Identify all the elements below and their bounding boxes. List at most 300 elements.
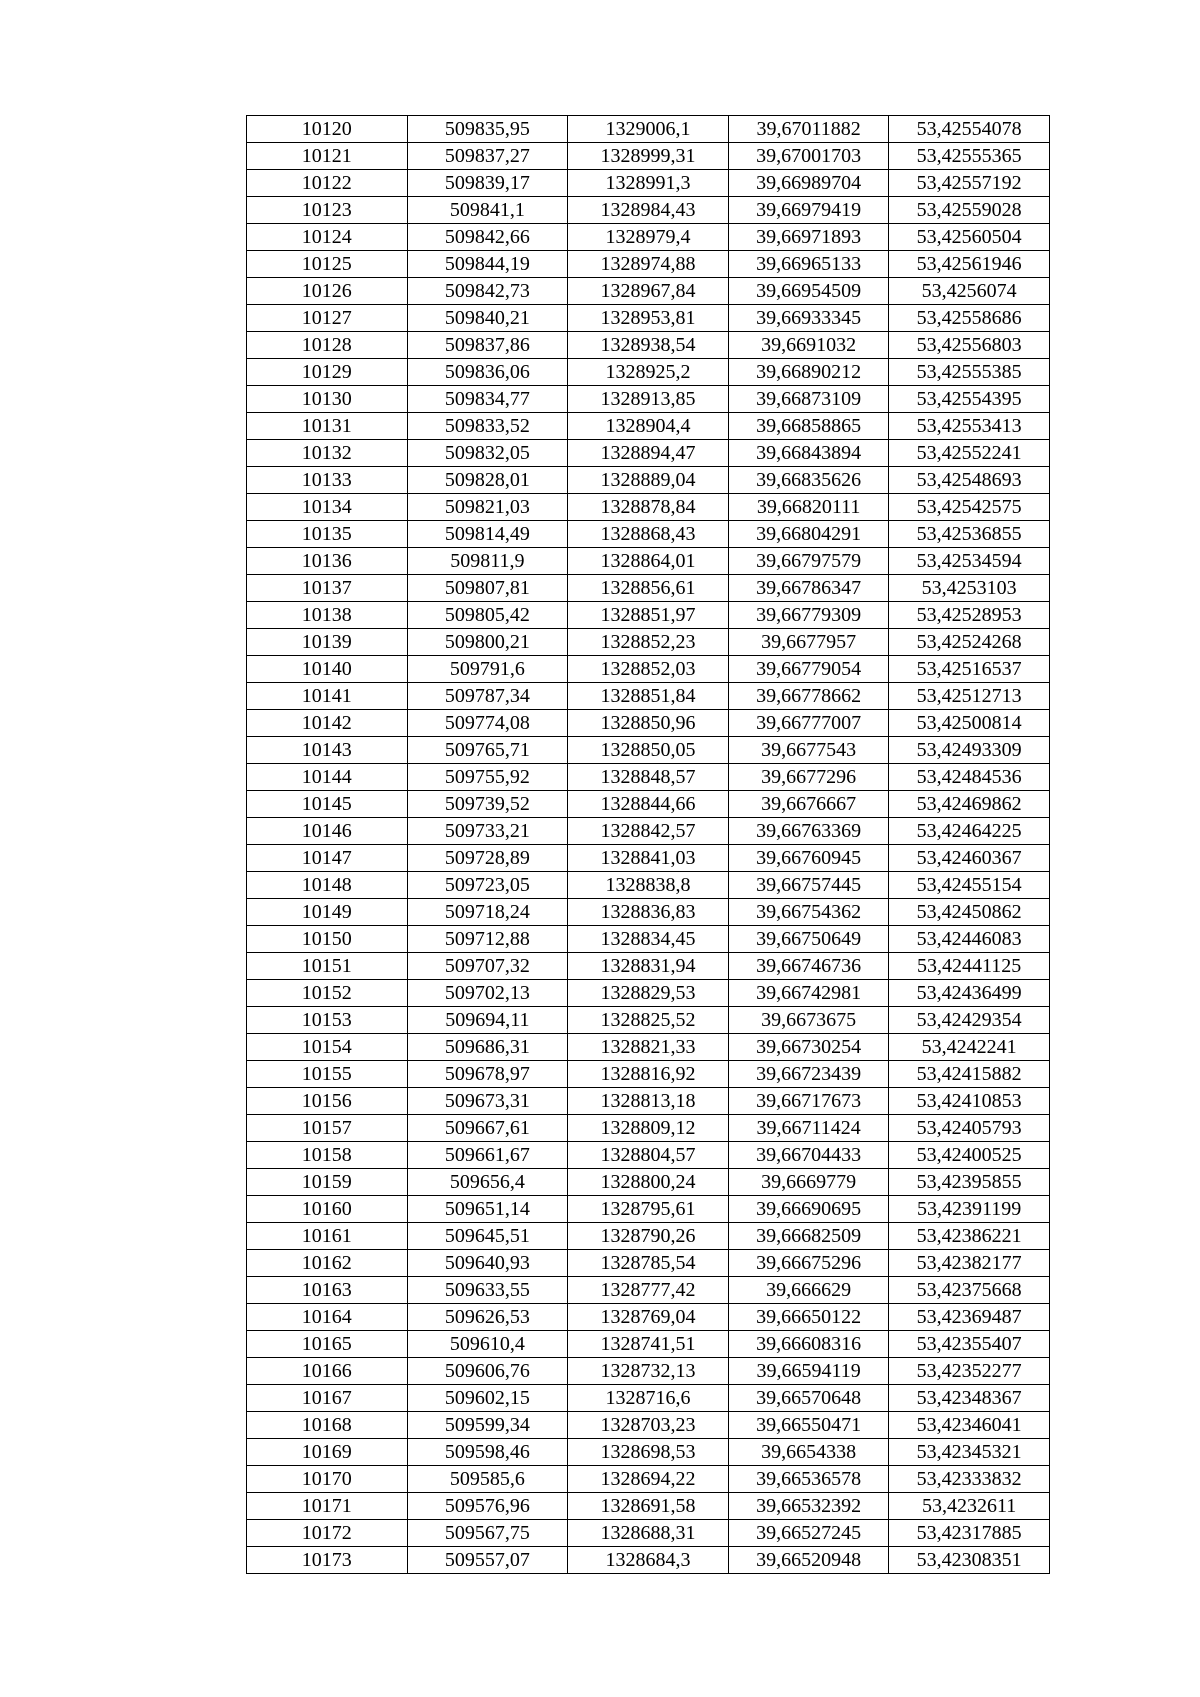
latitude-cell: 39,66786347: [728, 575, 889, 602]
longitude-cell: 53,42405793: [889, 1115, 1050, 1142]
y-coordinate-cell: 1328938,54: [568, 332, 729, 359]
longitude-cell: 53,42460367: [889, 845, 1050, 872]
y-coordinate-cell: 1328967,84: [568, 278, 729, 305]
x-coordinate-cell: 509599,34: [407, 1412, 568, 1439]
x-coordinate-cell: 509828,01: [407, 467, 568, 494]
table-row: [247, 1115, 1050, 1142]
table-row: [247, 494, 1050, 521]
table-row: [247, 1034, 1050, 1061]
longitude-cell: 53,42355407: [889, 1331, 1050, 1358]
y-coordinate-cell: 1328703,23: [568, 1412, 729, 1439]
point-number-cell: 10159: [247, 1169, 408, 1196]
longitude-cell: 53,42500814: [889, 710, 1050, 737]
x-coordinate-cell: 509787,34: [407, 683, 568, 710]
latitude-cell: 39,66594119: [728, 1358, 889, 1385]
table-row: [247, 143, 1050, 170]
y-coordinate-cell: 1328991,3: [568, 170, 729, 197]
y-coordinate-cell: 1328851,97: [568, 602, 729, 629]
x-coordinate-cell: 509686,31: [407, 1034, 568, 1061]
table-row: [247, 467, 1050, 494]
point-number-cell: 10154: [247, 1034, 408, 1061]
longitude-cell: 53,42553413: [889, 413, 1050, 440]
longitude-cell: 53,42469862: [889, 791, 1050, 818]
latitude-cell: 39,6691032: [728, 332, 889, 359]
y-coordinate-cell: 1328800,24: [568, 1169, 729, 1196]
y-coordinate-cell: 1328716,6: [568, 1385, 729, 1412]
table-row: [247, 440, 1050, 467]
x-coordinate-cell: 509841,1: [407, 197, 568, 224]
x-coordinate-cell: 509805,42: [407, 602, 568, 629]
latitude-cell: 39,66536578: [728, 1466, 889, 1493]
x-coordinate-cell: 509837,86: [407, 332, 568, 359]
latitude-cell: 39,66750649: [728, 926, 889, 953]
point-number-cell: 10136: [247, 548, 408, 575]
point-number-cell: 10163: [247, 1277, 408, 1304]
y-coordinate-cell: 1328688,31: [568, 1520, 729, 1547]
point-number-cell: 10157: [247, 1115, 408, 1142]
longitude-cell: 53,42516537: [889, 656, 1050, 683]
point-number-cell: 10125: [247, 251, 408, 278]
latitude-cell: 39,6673675: [728, 1007, 889, 1034]
longitude-cell: 53,42308351: [889, 1547, 1050, 1574]
point-number-cell: 10166: [247, 1358, 408, 1385]
table-row: [247, 818, 1050, 845]
x-coordinate-cell: 509651,14: [407, 1196, 568, 1223]
point-number-cell: 10161: [247, 1223, 408, 1250]
x-coordinate-cell: 509728,89: [407, 845, 568, 872]
point-number-cell: 10144: [247, 764, 408, 791]
x-coordinate-cell: 509626,53: [407, 1304, 568, 1331]
latitude-cell: 39,66971893: [728, 224, 889, 251]
point-number-cell: 10164: [247, 1304, 408, 1331]
point-number-cell: 10124: [247, 224, 408, 251]
longitude-cell: 53,42386221: [889, 1223, 1050, 1250]
latitude-cell: 39,66763369: [728, 818, 889, 845]
table-row: [247, 1385, 1050, 1412]
latitude-cell: 39,666629: [728, 1277, 889, 1304]
point-number-cell: 10151: [247, 953, 408, 980]
x-coordinate-cell: 509833,52: [407, 413, 568, 440]
latitude-cell: 39,66965133: [728, 251, 889, 278]
x-coordinate-cell: 509774,08: [407, 710, 568, 737]
longitude-cell: 53,4232611: [889, 1493, 1050, 1520]
longitude-cell: 53,42524268: [889, 629, 1050, 656]
latitude-cell: 39,66746736: [728, 953, 889, 980]
longitude-cell: 53,42560504: [889, 224, 1050, 251]
x-coordinate-cell: 509610,4: [407, 1331, 568, 1358]
x-coordinate-cell: 509755,92: [407, 764, 568, 791]
x-coordinate-cell: 509800,21: [407, 629, 568, 656]
latitude-cell: 39,66675296: [728, 1250, 889, 1277]
point-number-cell: 10171: [247, 1493, 408, 1520]
longitude-cell: 53,4242241: [889, 1034, 1050, 1061]
table-row: [247, 1304, 1050, 1331]
latitude-cell: 39,66779054: [728, 656, 889, 683]
table-row: [247, 683, 1050, 710]
table-row: [247, 224, 1050, 251]
longitude-cell: 53,42450862: [889, 899, 1050, 926]
table-row: [247, 116, 1050, 143]
y-coordinate-cell: 1328979,4: [568, 224, 729, 251]
latitude-cell: 39,6676667: [728, 791, 889, 818]
latitude-cell: 39,66711424: [728, 1115, 889, 1142]
longitude-cell: 53,42484536: [889, 764, 1050, 791]
point-number-cell: 10121: [247, 143, 408, 170]
point-number-cell: 10131: [247, 413, 408, 440]
table-row: [247, 521, 1050, 548]
latitude-cell: 39,66754362: [728, 899, 889, 926]
table-row: [247, 1007, 1050, 1034]
longitude-cell: 53,42512713: [889, 683, 1050, 710]
y-coordinate-cell: 1328878,84: [568, 494, 729, 521]
y-coordinate-cell: 1328848,57: [568, 764, 729, 791]
latitude-cell: 39,66933345: [728, 305, 889, 332]
point-number-cell: 10173: [247, 1547, 408, 1574]
x-coordinate-cell: 509832,05: [407, 440, 568, 467]
x-coordinate-cell: 509836,06: [407, 359, 568, 386]
point-number-cell: 10133: [247, 467, 408, 494]
x-coordinate-cell: 509835,95: [407, 116, 568, 143]
point-number-cell: 10138: [247, 602, 408, 629]
latitude-cell: 39,66760945: [728, 845, 889, 872]
y-coordinate-cell: 1328825,52: [568, 1007, 729, 1034]
table-row: [247, 710, 1050, 737]
coordinates-table-body: [247, 116, 1050, 1574]
point-number-cell: 10130: [247, 386, 408, 413]
x-coordinate-cell: 509557,07: [407, 1547, 568, 1574]
table-row: [247, 548, 1050, 575]
longitude-cell: 53,42554078: [889, 116, 1050, 143]
table-row: [247, 656, 1050, 683]
longitude-cell: 53,42395855: [889, 1169, 1050, 1196]
point-number-cell: 10135: [247, 521, 408, 548]
x-coordinate-cell: 509567,75: [407, 1520, 568, 1547]
table-row: [247, 1358, 1050, 1385]
y-coordinate-cell: 1328889,04: [568, 467, 729, 494]
point-number-cell: 10150: [247, 926, 408, 953]
y-coordinate-cell: 1328850,05: [568, 737, 729, 764]
table-row: [247, 1088, 1050, 1115]
longitude-cell: 53,42534594: [889, 548, 1050, 575]
y-coordinate-cell: 1328694,22: [568, 1466, 729, 1493]
latitude-cell: 39,66730254: [728, 1034, 889, 1061]
x-coordinate-cell: 509656,4: [407, 1169, 568, 1196]
latitude-cell: 39,66650122: [728, 1304, 889, 1331]
latitude-cell: 39,67011882: [728, 116, 889, 143]
x-coordinate-cell: 509673,31: [407, 1088, 568, 1115]
latitude-cell: 39,66797579: [728, 548, 889, 575]
y-coordinate-cell: 1328841,03: [568, 845, 729, 872]
table-row: [247, 737, 1050, 764]
latitude-cell: 39,6677957: [728, 629, 889, 656]
point-number-cell: 10162: [247, 1250, 408, 1277]
point-number-cell: 10169: [247, 1439, 408, 1466]
latitude-cell: 39,66873109: [728, 386, 889, 413]
table-row: [247, 1412, 1050, 1439]
table-row: [247, 575, 1050, 602]
y-coordinate-cell: 1328684,3: [568, 1547, 729, 1574]
y-coordinate-cell: 1328821,33: [568, 1034, 729, 1061]
table-row: [247, 359, 1050, 386]
latitude-cell: 39,66704433: [728, 1142, 889, 1169]
x-coordinate-cell: 509661,67: [407, 1142, 568, 1169]
longitude-cell: 53,42369487: [889, 1304, 1050, 1331]
y-coordinate-cell: 1328868,43: [568, 521, 729, 548]
latitude-cell: 39,66520948: [728, 1547, 889, 1574]
table-row: [247, 1169, 1050, 1196]
point-number-cell: 10126: [247, 278, 408, 305]
y-coordinate-cell: 1328741,51: [568, 1331, 729, 1358]
y-coordinate-cell: 1328829,53: [568, 980, 729, 1007]
x-coordinate-cell: 509598,46: [407, 1439, 568, 1466]
y-coordinate-cell: 1328816,92: [568, 1061, 729, 1088]
longitude-cell: 53,4253103: [889, 575, 1050, 602]
y-coordinate-cell: 1328904,4: [568, 413, 729, 440]
y-coordinate-cell: 1328831,94: [568, 953, 729, 980]
longitude-cell: 53,42536855: [889, 521, 1050, 548]
table-row: [247, 629, 1050, 656]
table-row: [247, 1250, 1050, 1277]
point-number-cell: 10149: [247, 899, 408, 926]
longitude-cell: 53,42542575: [889, 494, 1050, 521]
latitude-cell: 39,66804291: [728, 521, 889, 548]
longitude-cell: 53,42455154: [889, 872, 1050, 899]
x-coordinate-cell: 509840,21: [407, 305, 568, 332]
latitude-cell: 39,66778662: [728, 683, 889, 710]
y-coordinate-cell: 1328777,42: [568, 1277, 729, 1304]
point-number-cell: 10146: [247, 818, 408, 845]
x-coordinate-cell: 509702,13: [407, 980, 568, 1007]
point-number-cell: 10139: [247, 629, 408, 656]
longitude-cell: 53,42436499: [889, 980, 1050, 1007]
longitude-cell: 53,42548693: [889, 467, 1050, 494]
latitude-cell: 39,66532392: [728, 1493, 889, 1520]
y-coordinate-cell: 1329006,1: [568, 116, 729, 143]
y-coordinate-cell: 1328698,53: [568, 1439, 729, 1466]
longitude-cell: 53,42552241: [889, 440, 1050, 467]
x-coordinate-cell: 509842,73: [407, 278, 568, 305]
point-number-cell: 10156: [247, 1088, 408, 1115]
point-number-cell: 10134: [247, 494, 408, 521]
latitude-cell: 39,66742981: [728, 980, 889, 1007]
y-coordinate-cell: 1328953,81: [568, 305, 729, 332]
x-coordinate-cell: 509707,32: [407, 953, 568, 980]
x-coordinate-cell: 509576,96: [407, 1493, 568, 1520]
latitude-cell: 39,66550471: [728, 1412, 889, 1439]
table-row: [247, 1493, 1050, 1520]
y-coordinate-cell: 1328999,31: [568, 143, 729, 170]
point-number-cell: 10170: [247, 1466, 408, 1493]
x-coordinate-cell: 509807,81: [407, 575, 568, 602]
table-row: [247, 764, 1050, 791]
point-number-cell: 10132: [247, 440, 408, 467]
y-coordinate-cell: 1328795,61: [568, 1196, 729, 1223]
table-row: [247, 1223, 1050, 1250]
point-number-cell: 10167: [247, 1385, 408, 1412]
point-number-cell: 10158: [247, 1142, 408, 1169]
latitude-cell: 39,66757445: [728, 872, 889, 899]
point-number-cell: 10120: [247, 116, 408, 143]
table-row: [247, 332, 1050, 359]
y-coordinate-cell: 1328864,01: [568, 548, 729, 575]
table-row: [247, 1061, 1050, 1088]
y-coordinate-cell: 1328691,58: [568, 1493, 729, 1520]
latitude-cell: 39,66527245: [728, 1520, 889, 1547]
point-number-cell: 10123: [247, 197, 408, 224]
longitude-cell: 53,42382177: [889, 1250, 1050, 1277]
x-coordinate-cell: 509733,21: [407, 818, 568, 845]
table-row: [247, 926, 1050, 953]
point-number-cell: 10165: [247, 1331, 408, 1358]
y-coordinate-cell: 1328913,85: [568, 386, 729, 413]
point-number-cell: 10148: [247, 872, 408, 899]
latitude-cell: 39,66779309: [728, 602, 889, 629]
latitude-cell: 39,66690695: [728, 1196, 889, 1223]
latitude-cell: 39,6677543: [728, 737, 889, 764]
longitude-cell: 53,42558686: [889, 305, 1050, 332]
x-coordinate-cell: 509712,88: [407, 926, 568, 953]
y-coordinate-cell: 1328836,83: [568, 899, 729, 926]
x-coordinate-cell: 509667,61: [407, 1115, 568, 1142]
table-row: [247, 953, 1050, 980]
y-coordinate-cell: 1328856,61: [568, 575, 729, 602]
table-row: [247, 305, 1050, 332]
coordinates-table: [246, 115, 1050, 1574]
longitude-cell: 53,42391199: [889, 1196, 1050, 1223]
longitude-cell: 53,42333832: [889, 1466, 1050, 1493]
longitude-cell: 53,42555365: [889, 143, 1050, 170]
latitude-cell: 39,6669779: [728, 1169, 889, 1196]
point-number-cell: 10141: [247, 683, 408, 710]
latitude-cell: 39,67001703: [728, 143, 889, 170]
y-coordinate-cell: 1328813,18: [568, 1088, 729, 1115]
point-number-cell: 10137: [247, 575, 408, 602]
longitude-cell: 53,42557192: [889, 170, 1050, 197]
y-coordinate-cell: 1328894,47: [568, 440, 729, 467]
point-number-cell: 10145: [247, 791, 408, 818]
table-row: [247, 602, 1050, 629]
x-coordinate-cell: 509739,52: [407, 791, 568, 818]
latitude-cell: 39,66682509: [728, 1223, 889, 1250]
y-coordinate-cell: 1328974,88: [568, 251, 729, 278]
longitude-cell: 53,42556803: [889, 332, 1050, 359]
table-row: [247, 1196, 1050, 1223]
table-row: [247, 251, 1050, 278]
y-coordinate-cell: 1328804,57: [568, 1142, 729, 1169]
point-number-cell: 10128: [247, 332, 408, 359]
y-coordinate-cell: 1328732,13: [568, 1358, 729, 1385]
point-number-cell: 10129: [247, 359, 408, 386]
table-row: [247, 386, 1050, 413]
x-coordinate-cell: 509694,11: [407, 1007, 568, 1034]
x-coordinate-cell: 509837,27: [407, 143, 568, 170]
x-coordinate-cell: 509765,71: [407, 737, 568, 764]
longitude-cell: 53,42528953: [889, 602, 1050, 629]
longitude-cell: 53,42346041: [889, 1412, 1050, 1439]
x-coordinate-cell: 509791,6: [407, 656, 568, 683]
point-number-cell: 10155: [247, 1061, 408, 1088]
latitude-cell: 39,66723439: [728, 1061, 889, 1088]
point-number-cell: 10160: [247, 1196, 408, 1223]
latitude-cell: 39,66570648: [728, 1385, 889, 1412]
longitude-cell: 53,42554395: [889, 386, 1050, 413]
longitude-cell: 53,42410853: [889, 1088, 1050, 1115]
table-row: [247, 197, 1050, 224]
latitude-cell: 39,66820111: [728, 494, 889, 521]
table-row: [247, 791, 1050, 818]
x-coordinate-cell: 509814,49: [407, 521, 568, 548]
table-row: [247, 1547, 1050, 1574]
y-coordinate-cell: 1328769,04: [568, 1304, 729, 1331]
table-row: [247, 899, 1050, 926]
longitude-cell: 53,42348367: [889, 1385, 1050, 1412]
longitude-cell: 53,42441125: [889, 953, 1050, 980]
latitude-cell: 39,66858865: [728, 413, 889, 440]
table-row: [247, 1331, 1050, 1358]
longitude-cell: 53,42345321: [889, 1439, 1050, 1466]
y-coordinate-cell: 1328850,96: [568, 710, 729, 737]
y-coordinate-cell: 1328785,54: [568, 1250, 729, 1277]
x-coordinate-cell: 509678,97: [407, 1061, 568, 1088]
longitude-cell: 53,42429354: [889, 1007, 1050, 1034]
x-coordinate-cell: 509645,51: [407, 1223, 568, 1250]
table-row: [247, 1277, 1050, 1304]
x-coordinate-cell: 509844,19: [407, 251, 568, 278]
y-coordinate-cell: 1328790,26: [568, 1223, 729, 1250]
point-number-cell: 10168: [247, 1412, 408, 1439]
y-coordinate-cell: 1328809,12: [568, 1115, 729, 1142]
point-number-cell: 10147: [247, 845, 408, 872]
point-number-cell: 10140: [247, 656, 408, 683]
table-row: [247, 845, 1050, 872]
table-row: [247, 413, 1050, 440]
y-coordinate-cell: 1328925,2: [568, 359, 729, 386]
table-row: [247, 1520, 1050, 1547]
longitude-cell: 53,42493309: [889, 737, 1050, 764]
longitude-cell: 53,42415882: [889, 1061, 1050, 1088]
table-row: [247, 980, 1050, 1007]
longitude-cell: 53,42555385: [889, 359, 1050, 386]
table-row: [247, 1439, 1050, 1466]
longitude-cell: 53,42464225: [889, 818, 1050, 845]
y-coordinate-cell: 1328838,8: [568, 872, 729, 899]
point-number-cell: 10143: [247, 737, 408, 764]
y-coordinate-cell: 1328852,03: [568, 656, 729, 683]
y-coordinate-cell: 1328851,84: [568, 683, 729, 710]
y-coordinate-cell: 1328852,23: [568, 629, 729, 656]
latitude-cell: 39,66777007: [728, 710, 889, 737]
latitude-cell: 39,6677296: [728, 764, 889, 791]
table-row: [247, 1466, 1050, 1493]
x-coordinate-cell: 509585,6: [407, 1466, 568, 1493]
latitude-cell: 39,66890212: [728, 359, 889, 386]
latitude-cell: 39,66989704: [728, 170, 889, 197]
latitude-cell: 39,66835626: [728, 467, 889, 494]
longitude-cell: 53,42317885: [889, 1520, 1050, 1547]
x-coordinate-cell: 509633,55: [407, 1277, 568, 1304]
latitude-cell: 39,66954509: [728, 278, 889, 305]
x-coordinate-cell: 509606,76: [407, 1358, 568, 1385]
longitude-cell: 53,42561946: [889, 251, 1050, 278]
latitude-cell: 39,66717673: [728, 1088, 889, 1115]
point-number-cell: 10152: [247, 980, 408, 1007]
point-number-cell: 10142: [247, 710, 408, 737]
x-coordinate-cell: 509602,15: [407, 1385, 568, 1412]
point-number-cell: 10172: [247, 1520, 408, 1547]
x-coordinate-cell: 509834,77: [407, 386, 568, 413]
x-coordinate-cell: 509842,66: [407, 224, 568, 251]
latitude-cell: 39,66843894: [728, 440, 889, 467]
